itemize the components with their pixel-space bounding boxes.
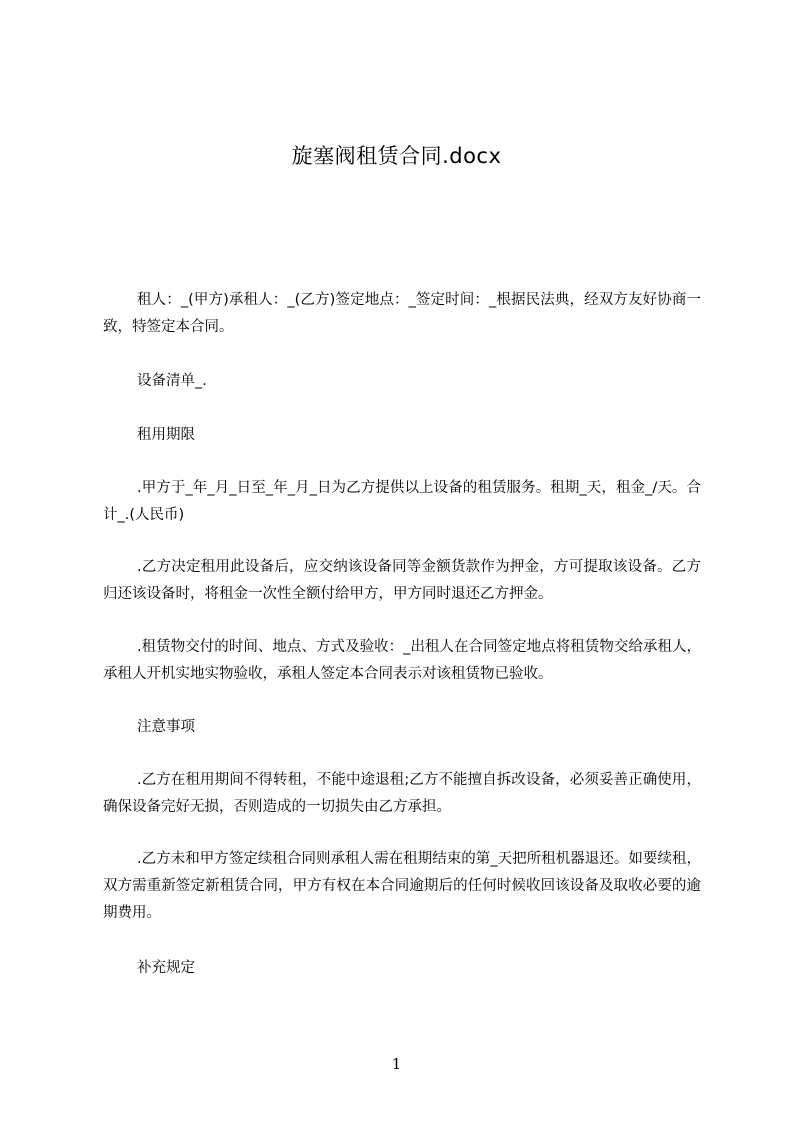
- usage-terms-paragraph: .乙方在租用期间不得转租，不能中途退租;乙方不能擅自拆改设备，必须妥善正确使用，确保设备完好无损，否则造成的一切损失由乙方承担。: [103, 772, 701, 815]
- intro-paragraph: 租人：_(甲方)承租人：_(乙方)签定地点：_签定时间：_根据民法典，经双方友好协商一致，特签定本合同。: [103, 292, 701, 335]
- notes-heading: 注意事项: [137, 719, 195, 735]
- supplement-heading: 补充规定: [137, 960, 195, 976]
- rental-period-heading: 租用期限: [137, 427, 195, 443]
- deposit-terms-paragraph: .乙方决定租用此设备后，应交纳该设备同等金额货款作为押金，方可提取该设备。乙方归还该设备时，将租金一次性全额付给甲方，甲方同时退还乙方押金。: [103, 559, 701, 602]
- period-terms-paragraph: .甲方于_年_月_日至_年_月_日为乙方提供以上设备的租赁服务。租期_天，租金_/天。合计_.(人民币): [103, 480, 701, 523]
- document-title: 旋塞阀租赁合同.docx: [291, 144, 502, 168]
- delivery-terms-paragraph: .租赁物交付的时间、地点、方式及验收：_出租人在合同签定地点将租赁物交给承租人，承租人开机实地实物验收，承租人签定本合同表示对该租赁物已验收。: [103, 639, 701, 682]
- page-number: 1: [391, 1055, 402, 1073]
- equipment-list-line: 设备清单_.: [137, 373, 207, 389]
- renewal-terms-paragraph: .乙方未和甲方签定续租合同则承租人需在租期结束的第_天把所租机器退还。如要续租，双方需重新签定新租赁合同，甲方有权在本合同逾期后的任何时候收回该设备及取收必要的逾期费用。: [103, 851, 701, 921]
